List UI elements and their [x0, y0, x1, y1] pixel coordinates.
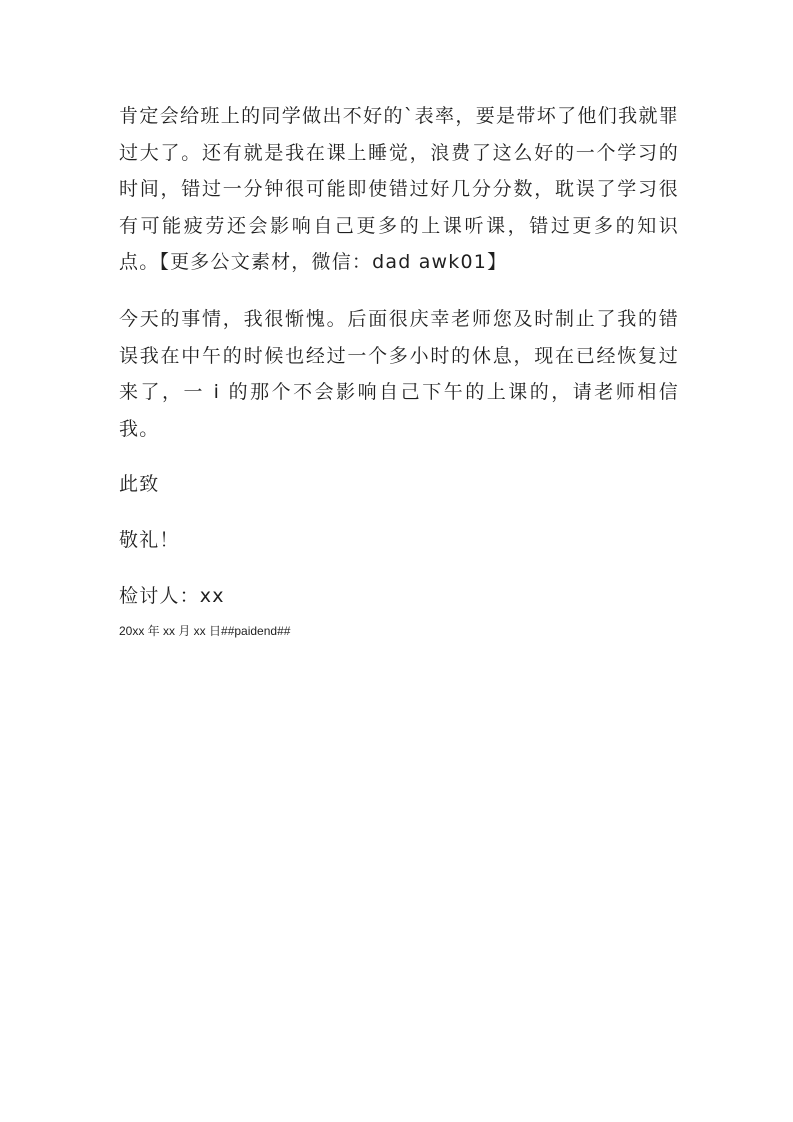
- closing-line-2: 敬礼！: [119, 529, 180, 552]
- body-paragraph-2: 今天的事情，我很惭愧。后面很庆幸老师您及时制止了我的错误我在中午的时候也经过一个多小时的休息，现在已经恢复过来了，一 i 的那个不会影响自己下午的上课的，请老师相信我。: [119, 307, 679, 440]
- closing-line-1: 此致: [119, 473, 160, 496]
- date-line: 20xx 年 xx 月 xx 日##paidend##: [119, 624, 291, 639]
- body-paragraph-1: 肯定会给班上的同学做出不好的`表率，要是带坏了他们我就罪过大了。还有就是我在课上睡觉，浪费了这么好的一个学习的时间，错过一分钟很可能即使错过好几分分数，耽误了学习很有可能疲劳还会影响自己更多的上课听课，错过更多的知识点。【更多公文素材，微信：dad awk01】: [119, 105, 679, 274]
- document-body: [119, 98, 679, 639]
- signature-line: 检讨人：xx: [119, 585, 225, 608]
